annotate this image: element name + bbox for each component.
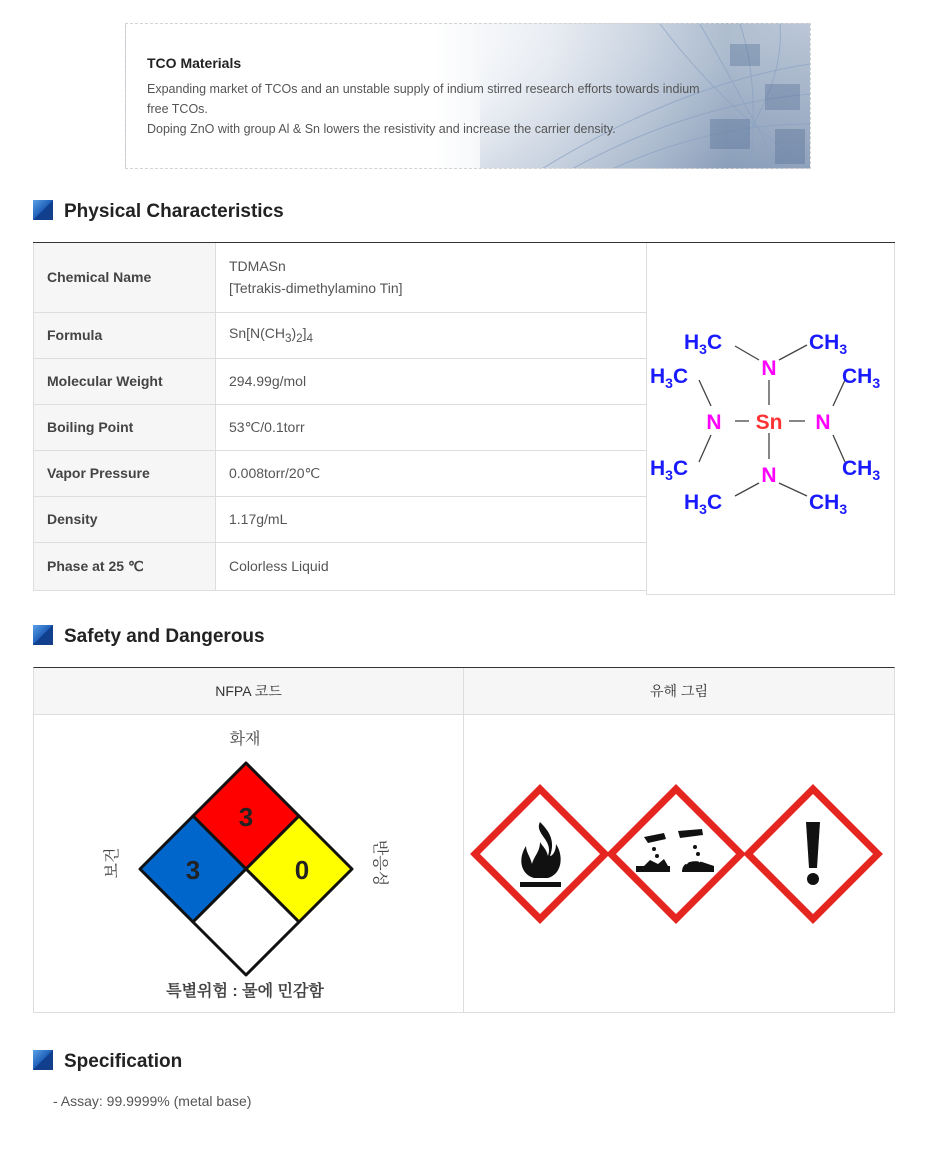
specification-section-title xyxy=(33,1050,182,1074)
banner-text xyxy=(147,79,767,139)
methyl-upper-left: $H_3C$ xyxy=(650,365,689,391)
molecule-structure-box xyxy=(646,243,895,595)
table-row xyxy=(34,358,648,404)
ghs-pictograms xyxy=(464,716,894,1013)
banner-line-1: Expanding market of TCOs and an unstable supply of indium stirred research efforts towards indium xyxy=(147,82,700,96)
hazard-pictogram-header: 유해 그림 xyxy=(464,668,894,715)
section-square-icon xyxy=(33,1050,53,1070)
row-key: Formula xyxy=(34,312,216,358)
row-value: 0.008torr/20℃ xyxy=(216,450,648,496)
methyl-bottom-left: $H_3C$ xyxy=(684,491,723,517)
table-row xyxy=(34,542,648,590)
row-key: Chemical Name xyxy=(34,243,216,312)
formula-part: ] xyxy=(302,325,307,342)
table-row xyxy=(34,450,648,496)
methyl-bottom-right: $CH_3$ xyxy=(809,491,848,517)
banner-line-2: free TCOs. xyxy=(147,102,208,116)
row-key: Boiling Point xyxy=(34,404,216,450)
health-rating: 3 xyxy=(185,855,201,885)
banner-line-3: Doping ZnO with group Al & Sn lowers the resistivity and increase the carrier density. xyxy=(147,122,616,136)
row-key: Phase at 25 ℃ xyxy=(34,542,216,590)
row-key: Vapor Pressure xyxy=(34,450,216,496)
reactivity-rating: 0 xyxy=(294,855,310,885)
formula-part: ) xyxy=(291,325,297,342)
row-value: Colorless Liquid xyxy=(216,542,648,590)
fire-rating: 3 xyxy=(238,802,254,832)
methyl-upper-right: $CH_3$ xyxy=(842,365,881,391)
molecule-structure xyxy=(647,243,894,595)
formula-sub: 2 xyxy=(296,331,303,345)
section-square-icon xyxy=(33,625,53,645)
nitrogen-left: N xyxy=(706,411,722,434)
formula-value xyxy=(216,312,648,358)
table-row xyxy=(34,312,648,358)
methyl-lower-right: $CH_3$ xyxy=(842,457,881,483)
section-square-icon xyxy=(33,200,53,220)
physical-table xyxy=(33,242,895,596)
special-hazard-label: 특별위험 : 물에 민감함 xyxy=(166,983,324,1000)
chemical-full-name: [Tetrakis-dimethylamino Tin] xyxy=(229,280,403,297)
nfpa-diamond xyxy=(34,716,463,1013)
exclamation-icon xyxy=(748,789,878,919)
safety-section-title xyxy=(33,625,265,649)
flame-icon xyxy=(475,789,605,919)
banner-title: TCO Materials xyxy=(147,55,242,71)
formula-sub: 4 xyxy=(306,331,314,345)
assay-text: - Assay: 99.9999% (metal base) xyxy=(53,1093,252,1109)
tco-banner xyxy=(125,23,811,169)
table-row xyxy=(34,404,648,450)
safety-table xyxy=(33,667,895,1013)
methyl-lower-left: $H_3C$ xyxy=(650,457,689,483)
tin-atom: Sn xyxy=(755,411,783,434)
reactivity-label: 반응성 xyxy=(371,839,388,887)
physical-title-text: Physical Characteristics xyxy=(64,201,284,222)
physical-section-title xyxy=(33,200,284,224)
nfpa-header: NFPA 코드 xyxy=(34,668,463,715)
fire-label: 화재 xyxy=(229,731,261,748)
formula-sub: 3 xyxy=(285,331,292,345)
nitrogen-right: N xyxy=(815,411,831,434)
methyl-top-left: $H_3C$ xyxy=(684,331,723,357)
row-key: Molecular Weight xyxy=(34,358,216,404)
nitrogen-top: N xyxy=(761,357,777,380)
specification-title-text: Specification xyxy=(64,1051,183,1072)
safety-title-text: Safety and Dangerous xyxy=(64,626,265,647)
methyl-top-right: $CH_3$ xyxy=(809,331,848,357)
table-row xyxy=(34,496,648,542)
row-value: 294.99g/mol xyxy=(216,358,648,404)
table-row xyxy=(34,243,648,312)
row-key: Density xyxy=(34,496,216,542)
corrosion-icon xyxy=(611,789,741,919)
chemical-name: TDMASn xyxy=(229,258,286,275)
row-value: 53℃/0.1torr xyxy=(216,404,648,450)
row-value xyxy=(216,243,648,312)
nitrogen-bottom: N xyxy=(761,464,777,487)
row-value: 1.17g/mL xyxy=(216,496,648,542)
formula-part: Sn[N(CH xyxy=(229,325,286,342)
health-label: 보건 xyxy=(104,847,121,879)
